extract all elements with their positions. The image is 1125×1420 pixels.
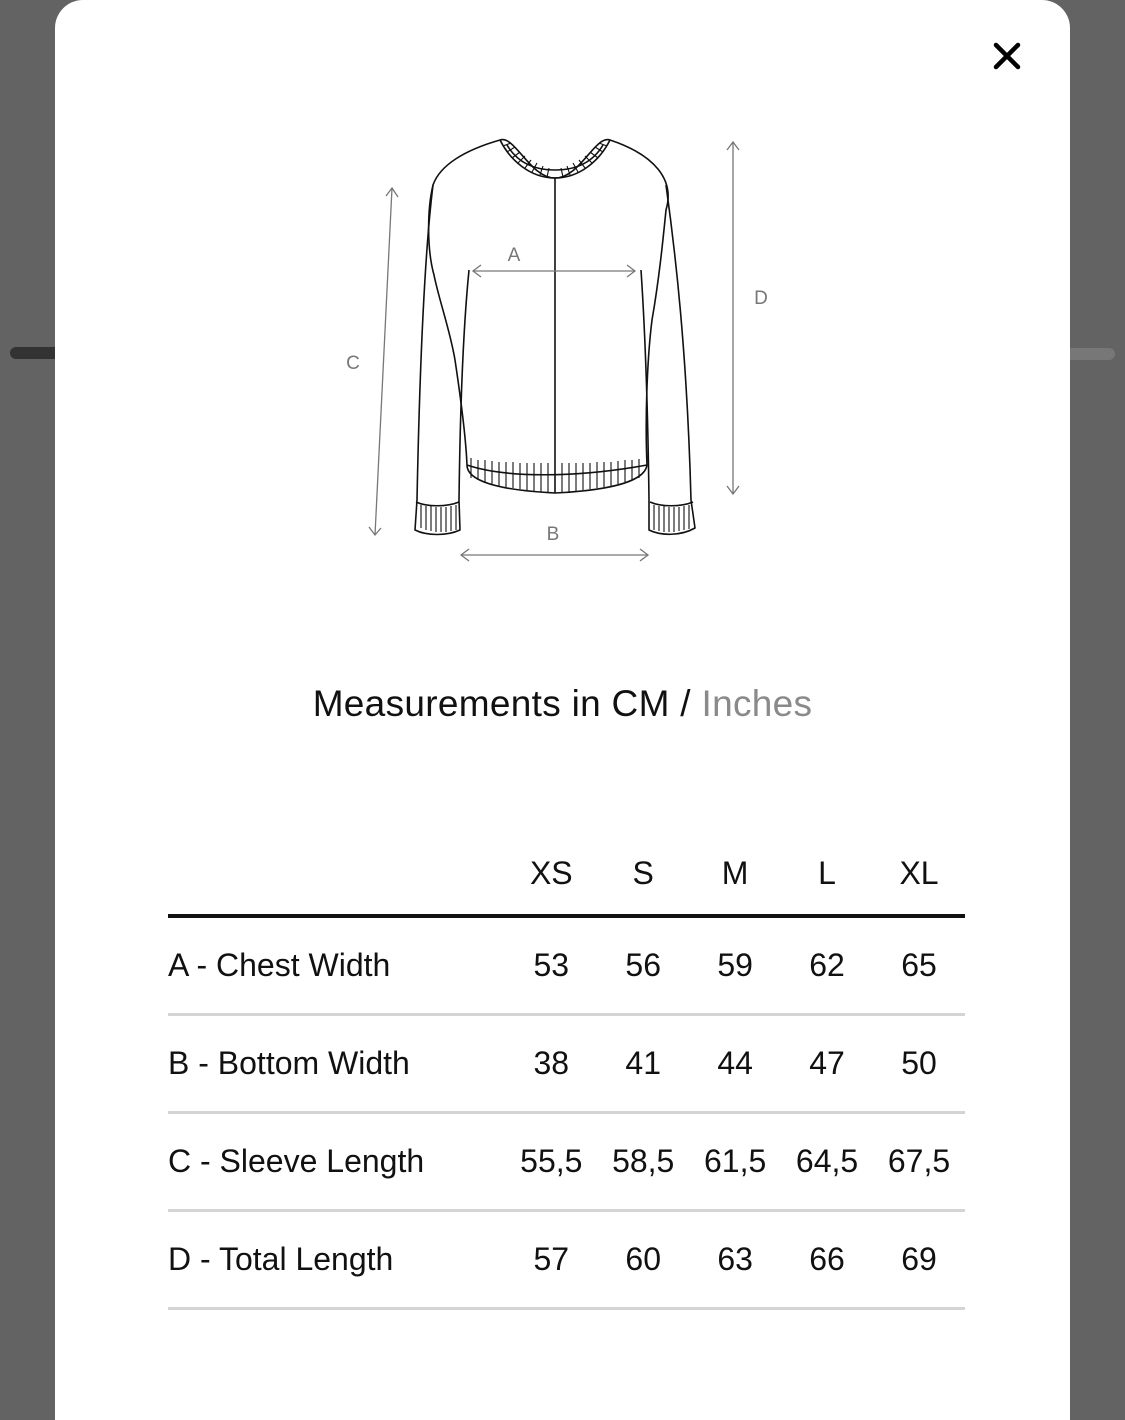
size-header-m: M — [689, 832, 781, 916]
cell-value: 57 — [505, 1211, 597, 1309]
size-chart-table — [168, 832, 965, 1310]
cardigan-illustration — [415, 140, 695, 535]
size-header-row — [168, 832, 965, 916]
cell-value: 61,5 — [689, 1113, 781, 1211]
cell-value: 44 — [689, 1015, 781, 1113]
row-label: B - Bottom Width — [168, 1015, 505, 1113]
cell-value: 56 — [597, 916, 689, 1015]
cell-value: 60 — [597, 1211, 689, 1309]
cell-value: 67,5 — [873, 1113, 965, 1211]
cell-value: 47 — [781, 1015, 873, 1113]
cell-value: 59 — [689, 916, 781, 1015]
size-header-xl: XL — [873, 832, 965, 916]
cell-value: 62 — [781, 916, 873, 1015]
row-label: A - Chest Width — [168, 916, 505, 1015]
table-row — [168, 1015, 965, 1113]
units-separator: / — [680, 683, 691, 724]
label-d: D — [754, 288, 768, 309]
units-cm-label[interactable]: Measurements in CM — [312, 683, 670, 724]
table-row — [168, 1113, 965, 1211]
header-corner — [168, 832, 505, 916]
size-header-s: S — [597, 832, 689, 916]
cell-value: 65 — [873, 916, 965, 1015]
units-inches-link[interactable]: Inches — [701, 683, 813, 724]
row-label: C - Sleeve Length — [168, 1113, 505, 1211]
garment-diagram — [55, 0, 1070, 620]
cell-value: 50 — [873, 1015, 965, 1113]
size-header-xs: XS — [505, 832, 597, 916]
table-row — [168, 916, 965, 1015]
cell-value: 55,5 — [505, 1113, 597, 1211]
cell-value: 69 — [873, 1211, 965, 1309]
cell-value: 64,5 — [781, 1113, 873, 1211]
cell-value: 63 — [689, 1211, 781, 1309]
label-b: B — [546, 524, 560, 545]
cell-value: 66 — [781, 1211, 873, 1309]
row-label: D - Total Length — [168, 1211, 505, 1309]
label-a: A — [507, 245, 521, 266]
cell-value: 58,5 — [597, 1113, 689, 1211]
label-c: C — [346, 353, 360, 374]
size-header-l: L — [781, 832, 873, 916]
cell-value: 38 — [505, 1015, 597, 1113]
size-guide-modal — [55, 0, 1070, 1420]
units-toggle — [55, 683, 1070, 725]
cell-value: 41 — [597, 1015, 689, 1113]
cell-value: 53 — [505, 916, 597, 1015]
table-row — [168, 1211, 965, 1309]
